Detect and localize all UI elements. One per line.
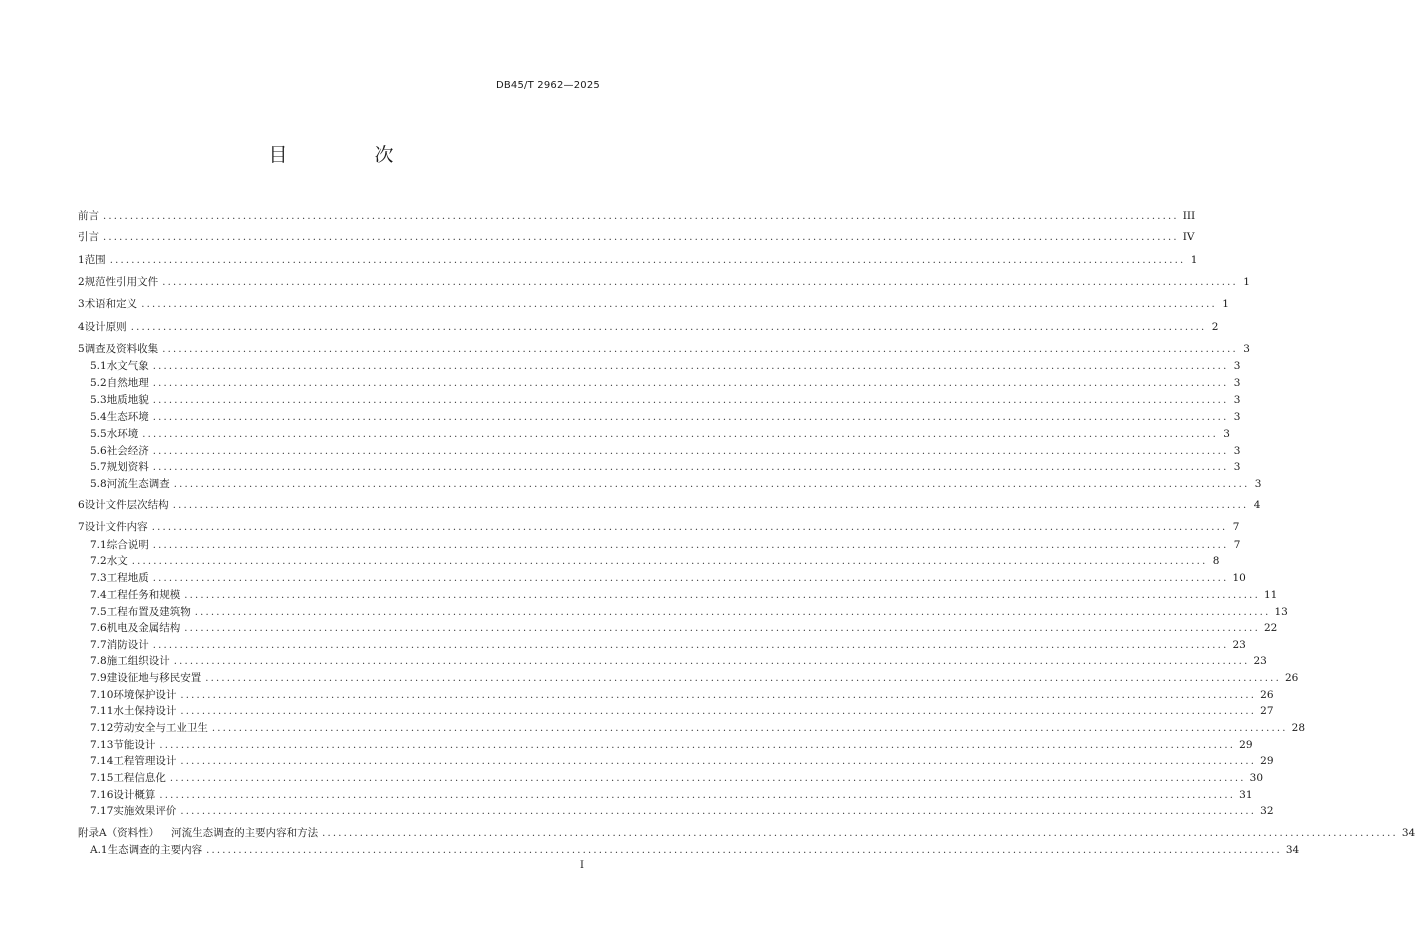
toc-entry[interactable] — [78, 620, 1278, 636]
toc-dot-leader: ........................................................................................................................................................................................................ — [109, 255, 1186, 266]
toc-entry[interactable] — [78, 497, 1261, 513]
toc-entry-page: 29 — [1239, 739, 1253, 751]
toc-entry-label: 施工组织设计 — [106, 655, 170, 667]
toc-entry-page: 3 — [1254, 478, 1262, 490]
toc-dot-leader: ........................................................................................................................................................................................................ — [142, 429, 1218, 440]
toc-entry-label: 工程管理设计 — [113, 755, 177, 767]
toc-entry-number: 5.5 — [90, 428, 107, 440]
toc-entry-page: 3 — [1233, 360, 1241, 372]
toc-entry-label: 术语和定义 — [84, 298, 138, 310]
toc-entry[interactable] — [78, 670, 1299, 686]
toc-dot-leader: ........................................................................................................................................................................................................ — [205, 673, 1281, 684]
toc-entry[interactable] — [78, 587, 1278, 603]
toc-entry-number: 7.10 — [90, 689, 114, 701]
toc-entry-label: 规范性引用文件 — [84, 276, 159, 288]
toc-entry-page: 31 — [1239, 789, 1253, 801]
toc-entry-label: 综合说明 — [106, 539, 149, 551]
toc-entry-label: 工程地质 — [106, 572, 149, 584]
toc-dot-leader: ........................................................................................................................................................................................................ — [152, 378, 1229, 389]
toc-entry-page: 34 — [1285, 844, 1300, 856]
toc-entry[interactable] — [78, 604, 1288, 620]
toc-dot-leader: ........................................................................................................................................................................................................ — [151, 522, 1228, 533]
toc-entry-label: 规划资料 — [106, 461, 149, 473]
toc-entry-label: 设计概算 — [113, 789, 156, 801]
toc-entry-label: 水文 — [106, 555, 128, 567]
toc-entry[interactable] — [78, 375, 1241, 391]
toc-entry[interactable] — [78, 459, 1241, 475]
toc-dot-leader: ........................................................................................................................................................................................................ — [103, 232, 1179, 243]
toc-entry[interactable] — [78, 476, 1262, 492]
toc-dot-leader: ........................................................................................................................................................................................................ — [169, 773, 1246, 784]
toc-entry[interactable] — [78, 825, 1415, 841]
toc-entry-number: 7.17 — [90, 805, 114, 817]
toc-dot-leader: ........................................................................................................................................................................................................ — [103, 211, 1179, 222]
toc-entry-page: 29 — [1260, 755, 1274, 767]
toc-entry-label: 设计文件层次结构 — [84, 499, 169, 511]
toc-dot-leader: ........................................................................................................................................................................................................ — [159, 790, 1236, 801]
toc-entry-number: 5.7 — [90, 461, 107, 473]
toc-entry-number: 7.7 — [90, 639, 107, 651]
toc-entry-page: 4 — [1253, 499, 1261, 511]
toc-entry[interactable] — [78, 319, 1219, 335]
toc-dot-leader: ........................................................................................................................................................................................................ — [194, 607, 1271, 618]
toc-entry-page: 3 — [1233, 394, 1241, 406]
toc-entry-number: 附录A（资料性） — [78, 827, 160, 839]
toc-entry[interactable] — [78, 519, 1240, 535]
toc-entry[interactable] — [78, 653, 1267, 669]
toc-entry-page: 1 — [1222, 298, 1229, 310]
toc-entry[interactable] — [78, 274, 1250, 290]
toc-entry-label: 调查及资料收集 — [84, 343, 159, 355]
toc-entry[interactable] — [78, 229, 1195, 245]
toc-entry-page: 3 — [1233, 377, 1241, 389]
toc-entry[interactable] — [78, 553, 1220, 569]
toc-entry-number: 7.3 — [90, 572, 107, 584]
toc-entry-number: 7.4 — [90, 589, 107, 601]
toc-entry-number: 5.6 — [90, 445, 107, 457]
toc-entry-label: 节能设计 — [113, 739, 156, 751]
toc-entry[interactable] — [78, 537, 1241, 553]
toc-entry-number: 7.2 — [90, 555, 107, 567]
toc-entry[interactable] — [78, 753, 1274, 769]
toc-entry[interactable] — [78, 252, 1198, 268]
toc-entry-page: 26 — [1284, 672, 1299, 684]
toc-entry[interactable] — [78, 637, 1246, 653]
toc-entry[interactable] — [78, 703, 1274, 719]
toc-entry-label: 前言 — [78, 210, 99, 222]
toc-entry-page: 7 — [1232, 521, 1240, 533]
toc-entry-number: 7.15 — [90, 772, 114, 784]
toc-entry-label: 设计原则 — [84, 321, 127, 333]
toc-entry-label: 社会经济 — [106, 445, 149, 457]
toc-entry[interactable] — [78, 687, 1274, 703]
toc-dot-leader: ........................................................................................................................................................................................................ — [130, 322, 1207, 333]
toc-entry-label: 水土保持设计 — [113, 705, 177, 717]
toc-entry[interactable] — [78, 358, 1241, 374]
toc-entry-label: 环境保护设计 — [113, 689, 177, 701]
toc-entry-number: 7.14 — [90, 755, 114, 767]
toc-entry-label: 工程任务和规模 — [106, 589, 181, 601]
toc-entry-page: 26 — [1260, 689, 1274, 701]
toc-dot-leader: ........................................................................................................................................................................................................ — [152, 540, 1229, 551]
toc-entry-label: 工程布置及建筑物 — [106, 606, 191, 618]
toc-entry-number: 3 — [78, 298, 85, 310]
toc-entry-number: 7.8 — [90, 655, 107, 667]
toc-dot-leader: ........................................................................................................................................................................................................ — [180, 756, 1257, 767]
toc-entry-label: 河流生态调查 — [106, 478, 170, 490]
toc-dot-leader: ........................................................................................................................................................................................................ — [206, 845, 1282, 856]
toc-entry-label: 范围 — [84, 254, 106, 266]
toc-entry-number: 2 — [78, 276, 85, 288]
toc-entry-label: 生态环境 — [106, 411, 149, 423]
toc-entry-page: 30 — [1249, 772, 1264, 784]
toc-entry-page: 3 — [1233, 445, 1241, 457]
toc-dot-leader: ........................................................................................................................................................................................................ — [162, 277, 1238, 288]
toc-entry[interactable] — [78, 737, 1253, 753]
toc-entry[interactable] — [78, 770, 1264, 786]
toc-entry-label: 工程信息化 — [113, 772, 166, 784]
toc-entry[interactable] — [78, 803, 1274, 819]
toc-dot-leader: ........................................................................................................................................................................................................ — [211, 723, 1288, 734]
toc-entry-page: 1 — [1243, 276, 1250, 288]
toc-entry[interactable] — [78, 426, 1230, 442]
toc-entry[interactable] — [78, 296, 1229, 312]
toc-entry-page: 34 — [1401, 827, 1415, 839]
toc-dot-leader: ........................................................................................................................................................................................................ — [131, 556, 1208, 567]
toc-entry-label: 自然地理 — [106, 377, 149, 389]
toc-dot-leader: ........................................................................................................................................................................................................ — [152, 640, 1229, 651]
document-code: DB45/T 2962—2025 — [495, 80, 600, 91]
toc-entry[interactable] — [78, 208, 1196, 224]
toc-dot-leader: ........................................................................................................................................................................................................ — [141, 299, 1217, 310]
toc-dot-leader: ........................................................................................................................................................................................................ — [152, 573, 1229, 584]
toc-entry-label: 引言 — [78, 231, 99, 243]
toc-dot-leader: ........................................................................................................................................................................................................ — [162, 344, 1238, 355]
toc-entry-number: 7.11 — [90, 705, 114, 717]
toc-entry-label: 地质地貌 — [106, 394, 149, 406]
toc-entry-number: A.1 — [90, 844, 108, 856]
toc-dot-leader: ........................................................................................................................................................................................................ — [180, 806, 1257, 817]
toc-entry-page: 3 — [1223, 428, 1230, 440]
page-number: I — [580, 860, 584, 871]
toc-entry-page: 32 — [1260, 805, 1274, 817]
toc-entry[interactable] — [78, 392, 1241, 408]
toc-entry[interactable] — [78, 570, 1246, 586]
toc-entry-page: 23 — [1232, 639, 1246, 651]
toc-entry-page: 10 — [1232, 572, 1246, 584]
toc-entry[interactable] — [78, 341, 1250, 357]
toc-entry-number: 7.6 — [90, 622, 107, 634]
toc-entry-page: 3 — [1233, 411, 1241, 423]
toc-entry[interactable] — [78, 842, 1300, 858]
toc-entry-label: 设计文件内容 — [84, 521, 148, 533]
toc-dot-leader: ........................................................................................................................................................................................................ — [180, 690, 1257, 701]
toc-entry-page: 22 — [1263, 622, 1278, 634]
toc-dot-leader: ........................................................................................................................................................................................................ — [152, 446, 1229, 457]
toc-entry[interactable] — [78, 409, 1241, 425]
toc-entry-label: 消防设计 — [106, 639, 149, 651]
toc-entry[interactable] — [78, 720, 1306, 736]
toc-entry-number: 7.12 — [90, 722, 114, 734]
toc-entry-page: 27 — [1260, 705, 1274, 717]
toc-dot-leader: ........................................................................................................................................................................................................ — [152, 395, 1229, 406]
toc-entry-number: 5.8 — [90, 478, 107, 490]
toc-entry-number: 1 — [78, 254, 85, 266]
toc-dot-leader: ........................................................................................................................................................................................................ — [184, 590, 1260, 601]
toc-entry-label: 劳动安全与工业卫生 — [113, 722, 208, 734]
toc-entry-number: 4 — [78, 321, 85, 333]
toc-dot-leader: ........................................................................................................................................................................................................ — [184, 623, 1260, 634]
toc-entry-number: 6 — [78, 499, 85, 511]
toc-entry-number: 5.1 — [90, 360, 107, 372]
toc-entry-label: 水文气象 — [106, 360, 149, 372]
toc-entry-label: 水环境 — [106, 428, 139, 440]
toc-entry-page: 1 — [1190, 254, 1198, 266]
toc-entry-page: 8 — [1212, 555, 1220, 567]
toc-entry-number: 5 — [78, 343, 85, 355]
toc-entry-number: 5.2 — [90, 377, 107, 389]
toc-dot-leader: ........................................................................................................................................................................................................ — [152, 412, 1229, 423]
page-title: 目 次 — [268, 144, 428, 166]
toc-entry-number: 7.16 — [90, 789, 114, 801]
toc-entry-number: 7 — [78, 521, 85, 533]
toc-entry-number: 7.9 — [90, 672, 107, 684]
toc-dot-leader: ........................................................................................................................................................................................................ — [173, 656, 1250, 667]
toc-entry-number: 7.13 — [90, 739, 114, 751]
toc-entry-number: 5.4 — [90, 411, 107, 423]
toc-dot-leader: ........................................................................................................................................................................................................ — [152, 462, 1229, 473]
toc-dot-leader: ........................................................................................................................................................................................................ — [152, 361, 1229, 372]
toc-entry-page: 3 — [1243, 343, 1250, 355]
toc-dot-leader: ........................................................................................................................................................................................................ — [172, 500, 1249, 511]
toc-entry[interactable] — [78, 787, 1253, 803]
toc-entry-page: 2 — [1211, 321, 1219, 333]
toc-entry-number: 5.3 — [90, 394, 107, 406]
toc-dot-leader: ........................................................................................................................................................................................................ — [173, 479, 1250, 490]
toc-entry-page: 11 — [1263, 589, 1278, 601]
toc-entry-number: 7.5 — [90, 606, 107, 618]
toc-entry-page: III — [1182, 210, 1196, 222]
toc-entry-page: 28 — [1291, 722, 1306, 734]
toc-entry-page: 13 — [1274, 606, 1288, 618]
toc-entry-page: 3 — [1233, 461, 1241, 473]
toc-entry-page: 7 — [1233, 539, 1241, 551]
toc-dot-leader: ........................................................................................................................................................................................................ — [159, 740, 1236, 751]
toc-entry-label: 实施效果评价 — [113, 805, 177, 817]
toc-entry-number: 7.1 — [90, 539, 107, 551]
toc-dot-leader: ........................................................................................................................................................................................................ — [322, 828, 1398, 839]
toc-entry-page: IV — [1182, 231, 1195, 243]
toc-dot-leader: ........................................................................................................................................................................................................ — [180, 706, 1257, 717]
toc-entry-page: 23 — [1253, 655, 1267, 667]
toc-entry-label: 生态调查的主要内容 — [107, 844, 203, 856]
toc-entry-label: 河流生态调查的主要内容和方法 — [171, 827, 319, 839]
toc-entry-label: 建设征地与移民安置 — [106, 672, 202, 684]
toc-entry-label: 机电及金属结构 — [106, 622, 181, 634]
toc-entry[interactable] — [78, 443, 1241, 459]
